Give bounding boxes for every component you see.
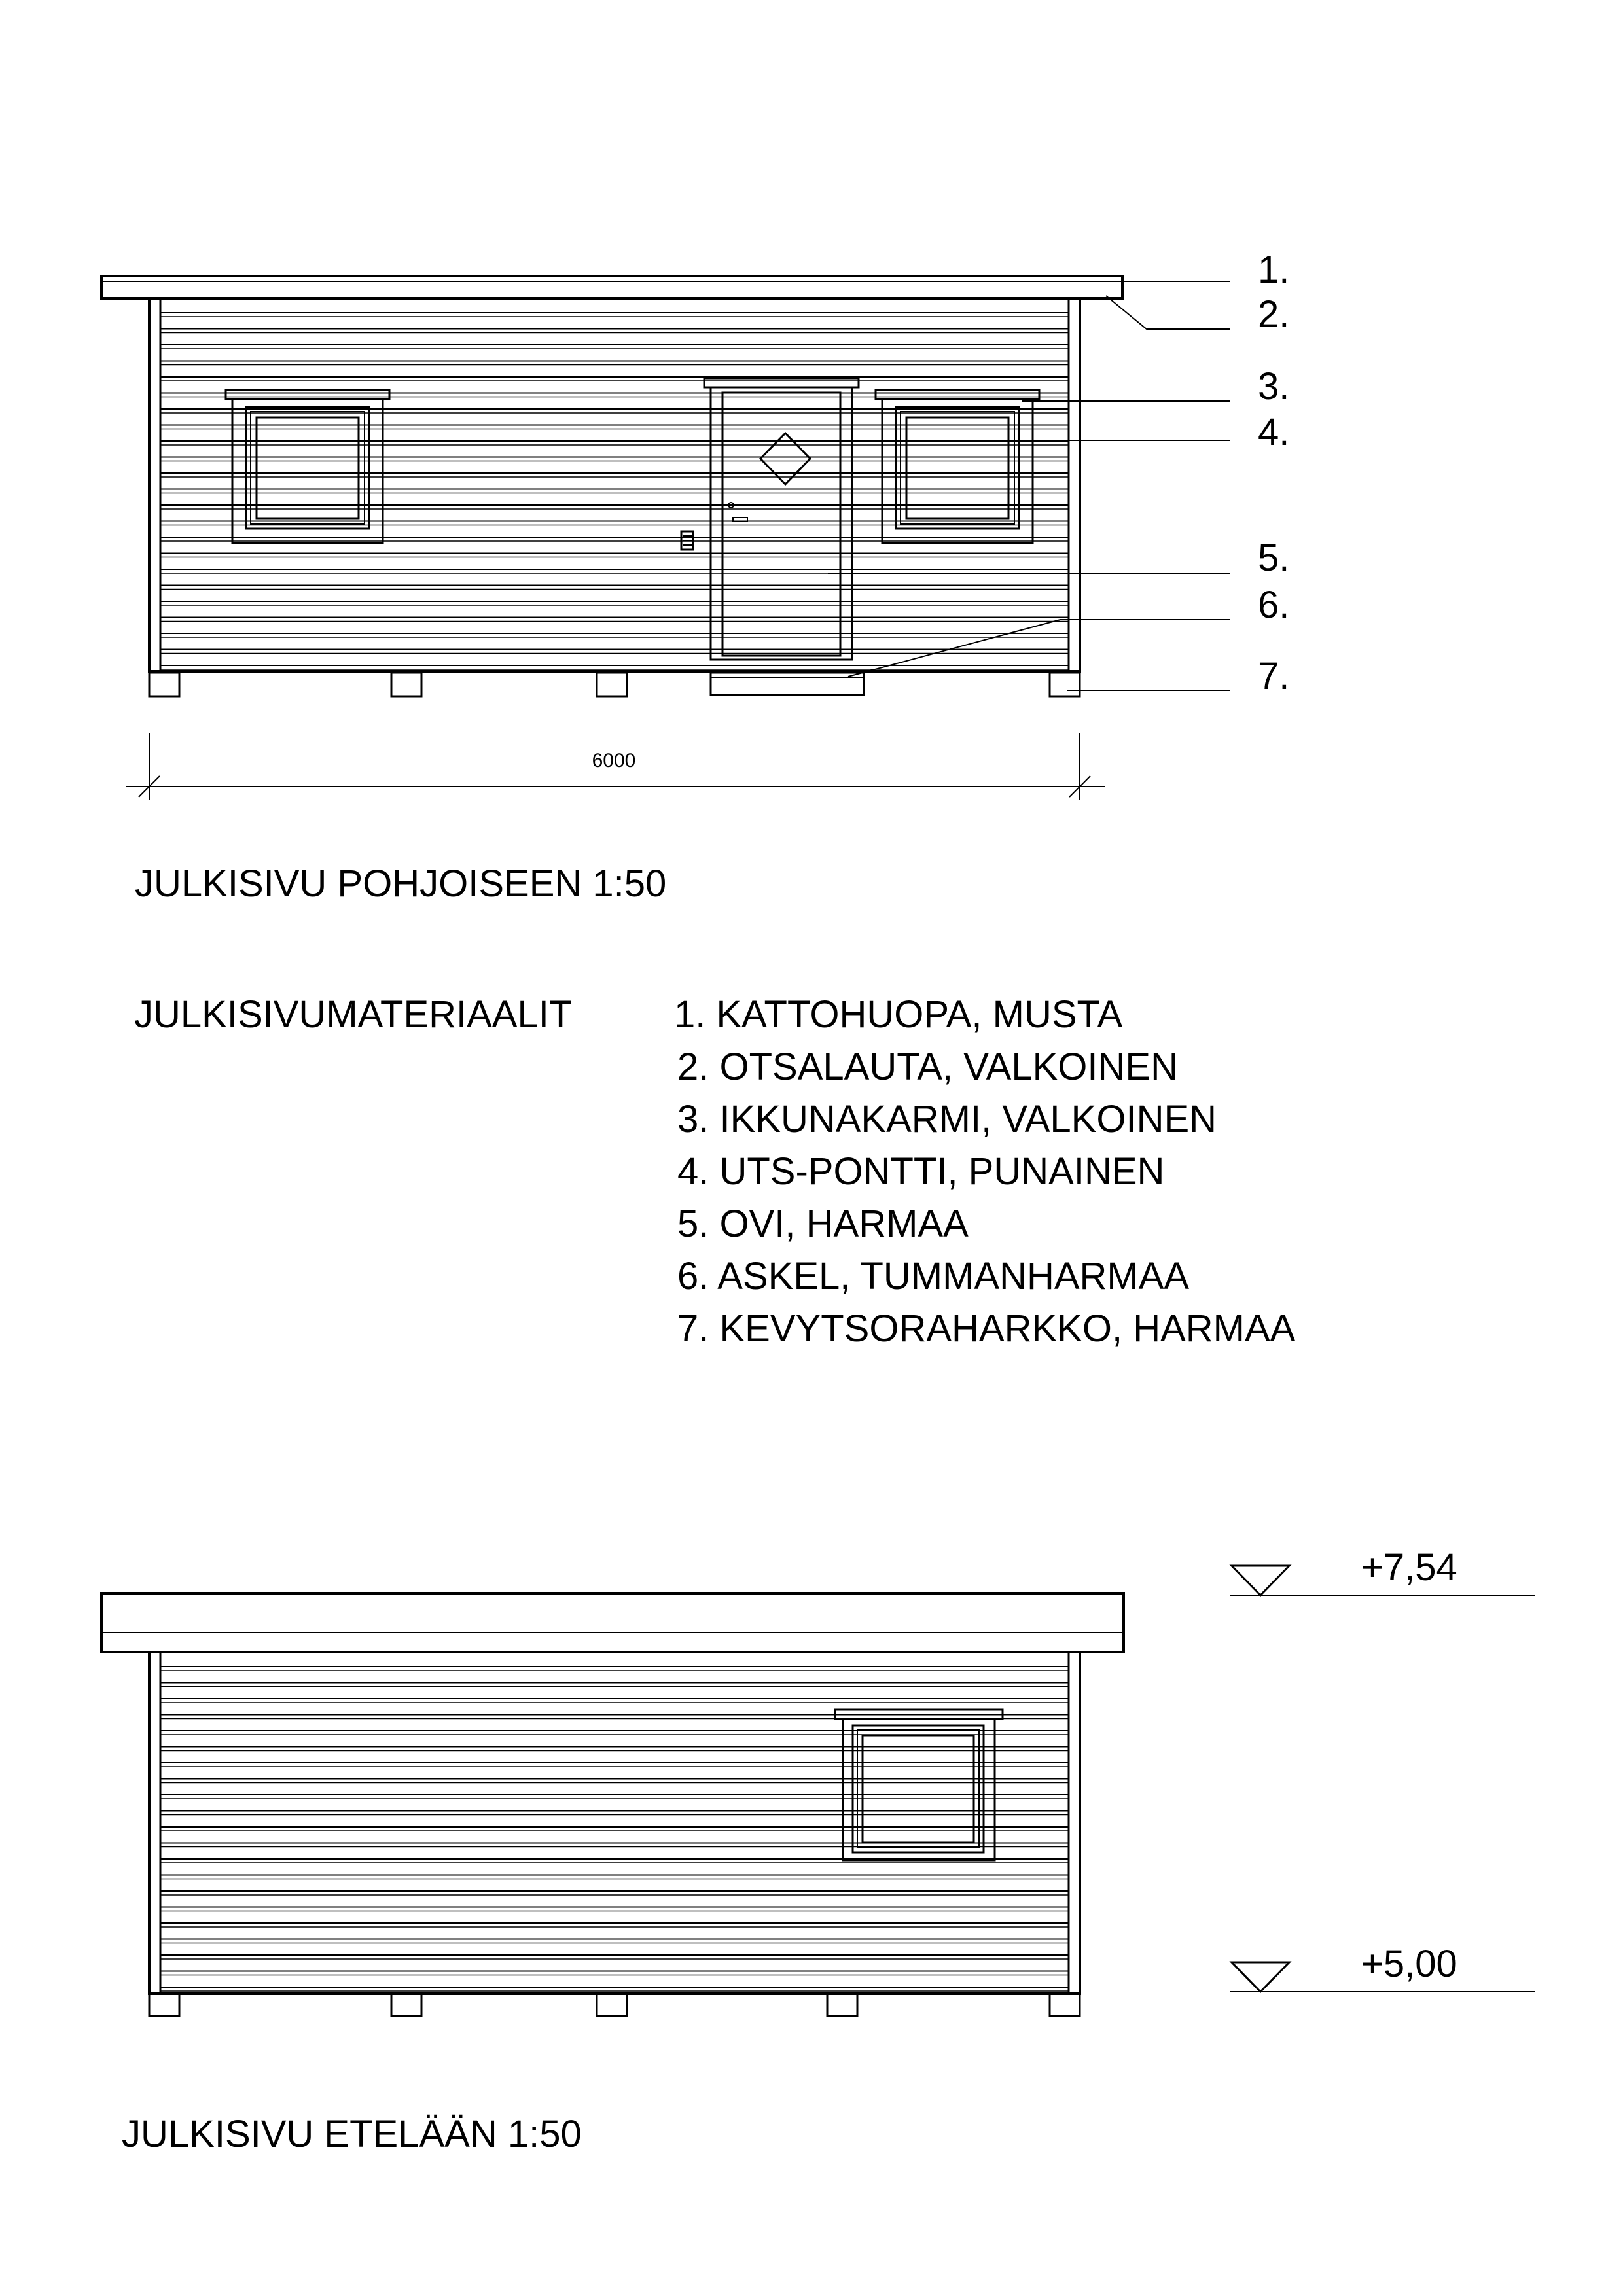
level-label: +5,00 [1361,1943,1457,1985]
callout-6: 6. [1258,584,1290,626]
south-siding [160,1667,1069,1991]
callout-3: 3. [1258,365,1290,408]
callout-1: 1. [1258,249,1290,291]
north-title: JULKISIVU POHJOISEEN 1:50 [135,862,667,905]
material-item: 6. ASKEL, TUMMANHARMAA [677,1255,1190,1298]
level-label: +7,54 [1361,1546,1457,1589]
dimension-label: 6000 [592,750,636,771]
north-dimension [126,733,1105,800]
south-roof [101,1593,1124,1652]
callout-7: 7. [1258,655,1290,698]
north-siding [160,313,1069,669]
north-step [711,673,864,695]
north-callouts [1258,249,1289,698]
south-wall [149,1652,1080,1994]
material-item: 3. IKKUNAKARMI, VALKOINEN [677,1098,1217,1140]
north-leader-lines [828,281,1230,690]
north-wall [149,298,1080,671]
material-item: 2. OTSALAUTA, VALKOINEN [677,1046,1178,1088]
material-item: 5. OVI, HARMAA [677,1203,969,1245]
materials-list [134,993,1296,1350]
north-roof [101,276,1122,298]
materials-heading: JULKISIVUMATERIAALIT [134,993,573,1036]
callout-4: 4. [1258,411,1290,453]
callout-2: 2. [1258,293,1290,336]
south-foundation-blocks [149,1994,1080,2016]
south-elevation [101,1546,1535,2155]
north-foundation-blocks [149,673,1080,696]
material-item: 7. KEVYTSORAHARKKO, HARMAA [677,1307,1296,1350]
level-marker-top [1230,1546,1535,1595]
level-marker-bottom [1230,1943,1535,1992]
material-item: 1. KATTOHUOPA, MUSTA [674,993,1123,1036]
south-window [835,1710,1003,1860]
north-elevation [101,249,1289,905]
material-item: 4. UTS-PONTTI, PUNAINEN [677,1150,1165,1193]
south-title: JULKISIVU ETELÄÄN 1:50 [122,2113,582,2155]
north-vent [681,531,693,550]
callout-5: 5. [1258,537,1290,579]
